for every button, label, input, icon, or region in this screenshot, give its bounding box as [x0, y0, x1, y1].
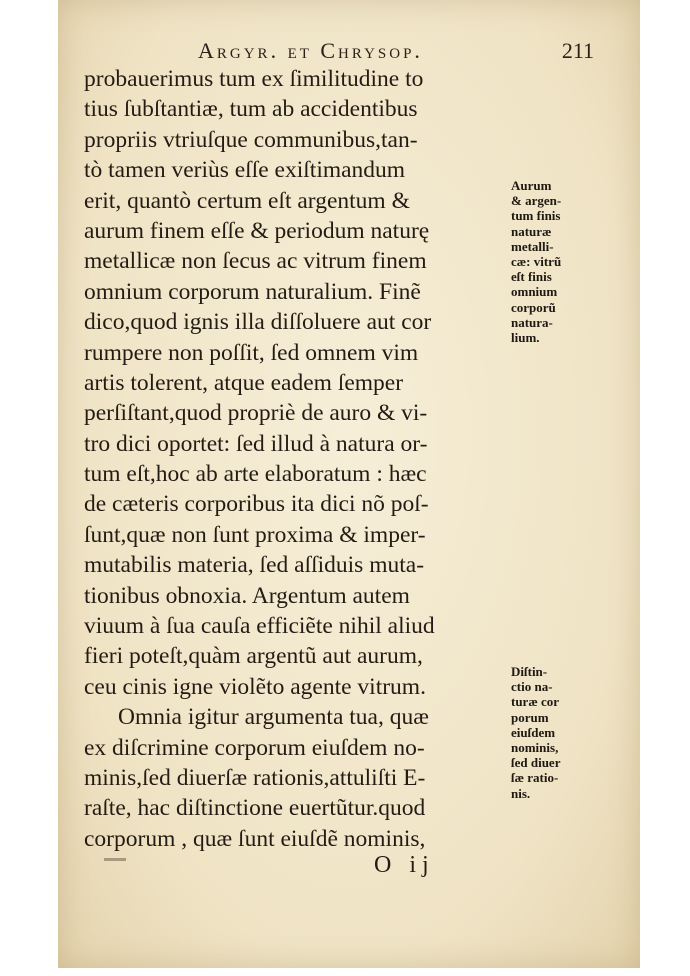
text-line: fieri poteſt,quàm argentũ aut aurum,	[84, 643, 423, 670]
signature-mark: O ij	[374, 852, 435, 878]
text-line: ſunt,quæ non ſunt proxima & imper-	[84, 521, 426, 548]
marginal-note-line: tum finis	[511, 208, 561, 224]
marginal-note-line: corporũ	[511, 299, 556, 315]
marginal-note-line: cæ: vitrũ	[511, 254, 562, 270]
text-line: dico,quod ignis illa diſſoluere aut cor	[84, 309, 432, 336]
marginal-note-line: omnium	[511, 284, 558, 300]
marginal-note-line: porum	[511, 709, 549, 725]
text-line: corporum , quæ ſunt eiuſdẽ nominis,	[84, 825, 426, 852]
marginal-note-line: & argen-	[511, 193, 562, 209]
text-line: viuum à ſua cauſa efficiẽte nihil aliud	[84, 613, 435, 640]
marginal-note-line: ſæ ratio-	[511, 770, 559, 786]
marginal-note-line: metalli-	[511, 238, 554, 254]
text-line: rumpere non poſſit, ſed omnem vim	[84, 339, 419, 366]
marginal-note-line: ſed diuer	[511, 755, 561, 771]
text-line: tum eſt,hoc ab arte elaboratum : hæc	[84, 461, 427, 488]
marginal-note-line: turæ cor	[511, 694, 560, 710]
marginal-note-line: Diſtin-	[511, 664, 548, 679]
text-line: ceu cinis igne violẽto agente vitrum.	[84, 673, 426, 700]
marginal-note-line: eſt finis	[511, 269, 552, 285]
marginal-note-line: ctio na-	[511, 679, 553, 695]
marginal-note-line: eiuſdem	[511, 724, 556, 740]
text-line: raſte, hac diſtinctione euertũtur.quod	[84, 795, 426, 822]
text-line: tò tamen veriùs eſſe exiſtimandum	[84, 157, 406, 184]
catchword-dash	[104, 858, 126, 861]
text-line: aurum finem eſſe & periodum naturę	[84, 217, 430, 244]
running-head	[198, 38, 618, 66]
text-line: probauerimus tum ex ſimilitudine to	[84, 66, 424, 92]
text-line: erit, quantò certum eſt argentum &	[84, 187, 410, 214]
text-line: ex diſcrimine corporum eiuſdem no-	[84, 734, 425, 761]
text-line: metallicæ non ſecus ac vitrum finem	[84, 248, 427, 275]
marginal-note-aurum	[511, 178, 611, 345]
marginal-note-line: Aurum	[511, 178, 552, 193]
text-line: mutabilis materia, ſed aſſiduis muta-	[84, 552, 425, 579]
text-line: propriis vtriuſque communibus,tan-	[84, 126, 418, 153]
body-text	[84, 64, 514, 854]
text-line: perſiſtant,quod propriè de auro & vi-	[84, 400, 428, 427]
text-line: tius ſubſtantiæ, tum ab accidentibus	[84, 96, 418, 123]
running-title: Argyr. et Chrysop.	[198, 38, 423, 63]
text-line: omnium corporum naturalium. Finẽ	[84, 278, 421, 305]
text-line: artis tolerent, atque eadem ſemper	[84, 369, 404, 396]
text-line: Omnia igitur argumenta tua, quæ	[118, 704, 429, 731]
marginal-note-line: natura-	[511, 314, 553, 330]
text-line: tro dici oportet: ſed illud à natura or-	[84, 430, 428, 457]
marginal-note-distinctio	[511, 664, 611, 801]
page-number: 211	[561, 38, 594, 63]
marginal-note-line: nominis,	[511, 740, 559, 756]
marginal-note-line: nis.	[511, 785, 531, 801]
marginal-note-line: lium.	[511, 330, 540, 346]
text-line: de cæteris corporibus ita dici nõ poſ-	[84, 491, 429, 518]
text-line: minis,ſed diuerſæ rationis,attuliſti E-	[84, 764, 426, 791]
text-line: tionibus obnoxia. Argentum autem	[84, 582, 410, 609]
marginal-note-line: naturæ	[511, 223, 552, 239]
